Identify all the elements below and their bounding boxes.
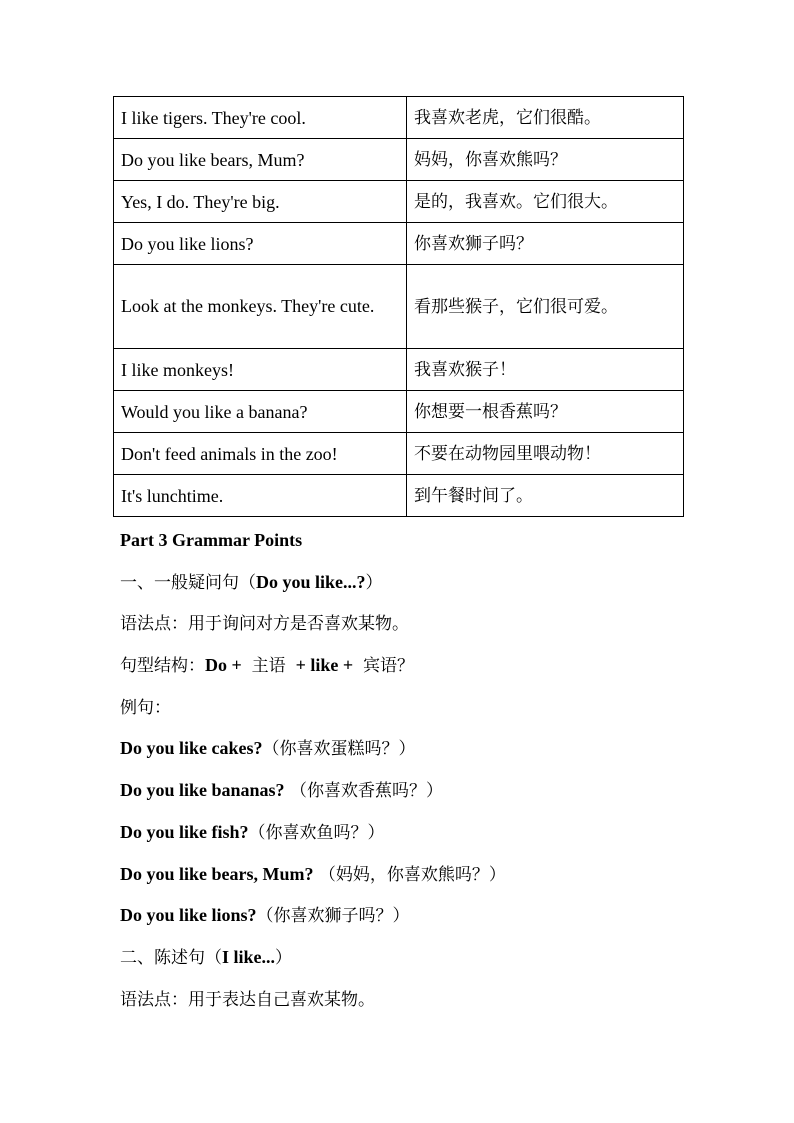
chinese-cell: 是的，我喜欢。它们很大。 [407, 181, 684, 223]
english-cell: Do you like bears, Mum? [114, 139, 407, 181]
table-row [114, 265, 684, 349]
english-cell: Do you like lions? [114, 223, 407, 265]
english-cell: Look at the monkeys. They're cute. [114, 265, 407, 349]
chinese-cell: 我喜欢老虎，它们很酷。 [407, 97, 684, 139]
chinese-cell: 你喜欢狮子吗？ [407, 223, 684, 265]
example-sentence: Do you like bears, Mum? （妈妈，你喜欢熊吗？） [120, 863, 506, 885]
sentence-table [113, 96, 684, 517]
chinese-cell: 看那些猴子，它们很可爱。 [407, 265, 684, 349]
english-cell: Would you like a banana? [114, 391, 407, 433]
example-sentence: Do you like fish?（你喜欢鱼吗？） [120, 821, 385, 843]
chinese-cell: 我喜欢猴子！ [407, 349, 684, 391]
sentence-structure: 句型结构：Do + 主语 + like + 宾语？ [120, 655, 414, 677]
english-cell: Yes, I do. They're big. [114, 181, 407, 223]
subsection-title-questions: 一、一般疑问句（Do you like...?） [120, 571, 383, 593]
chinese-cell: 你想要一根香蕉吗？ [407, 391, 684, 433]
english-cell: Don't feed animals in the zoo! [114, 433, 407, 475]
example-sentence: Do you like lions?（你喜欢狮子吗？） [120, 905, 410, 927]
grammar-point: 语法点：用于表达自己喜欢某物。 [120, 989, 375, 1010]
table-row [114, 97, 684, 139]
english-cell: I like monkeys! [114, 349, 407, 391]
english-cell: I like tigers. They're cool. [114, 97, 407, 139]
table-row [114, 139, 684, 181]
subsection-title-statements: 二、陈述句（I like...） [120, 946, 293, 968]
table-row [114, 475, 684, 517]
table-row [114, 223, 684, 265]
grammar-point: 语法点：用于询问对方是否喜欢某物。 [120, 614, 409, 635]
chinese-cell: 妈妈，你喜欢熊吗？ [407, 139, 684, 181]
examples-label: 例句： [120, 697, 171, 718]
chinese-cell: 不要在动物园里喂动物！ [407, 433, 684, 475]
section-heading: Part 3 Grammar Points [120, 530, 303, 550]
example-sentence: Do you like bananas? （你喜欢香蕉吗？） [120, 780, 443, 802]
example-sentence: Do you like cakes?（你喜欢蛋糕吗？） [120, 738, 416, 760]
chinese-cell: 到午餐时间了。 [407, 475, 684, 517]
table-row [114, 391, 684, 433]
table-row [114, 433, 684, 475]
english-cell: It's lunchtime. [114, 475, 407, 517]
table-row [114, 349, 684, 391]
grammar-section [120, 520, 720, 1020]
table-row [114, 181, 684, 223]
